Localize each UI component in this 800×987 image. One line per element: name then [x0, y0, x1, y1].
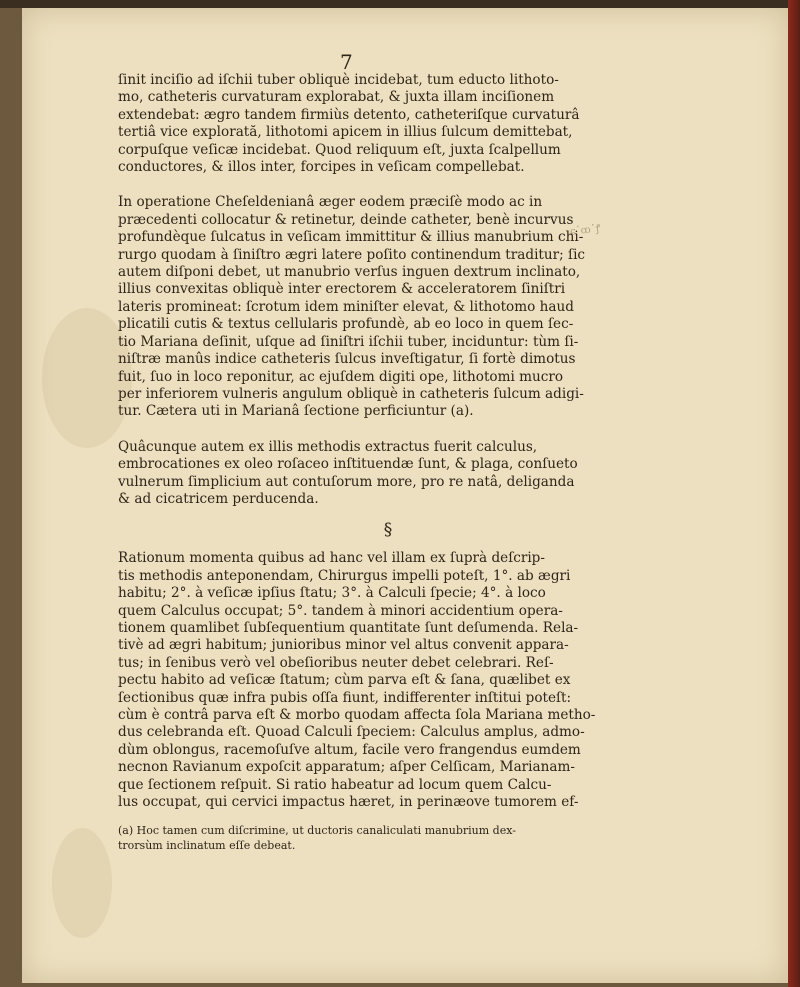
text-line: tur. Cætera uti in Marianâ ſectione perficiuntur (a).	[118, 403, 474, 420]
text-line: profundèque ſulcatus in veſicam immittitur & illius manubrium chi-	[118, 229, 584, 246]
text-line: dùm oblongus, racemoſuſve altum, facile vero frangendus eumdem	[118, 741, 581, 758]
text-line: tio Mariana deſinit, uſque ad ſiniſtri iſchii tuber, inciduntur: tùm ſi-	[118, 333, 579, 350]
section-mark: §	[383, 520, 393, 541]
text-line: fuit, ſuo in loco reponitur, ac ejuſdem digiti ope, lithotomi mucro	[118, 368, 564, 385]
text-line: pectu habito ad veſicæ ſtatum; cùm parva eſt & ſana, quælibet ex	[118, 672, 571, 689]
text-line: autem diſponi debet, ut manubrio verſus inguen dextrum inclinato,	[118, 264, 581, 281]
text-line: lus occupat, qui cervici impactus hæret, in perinæove tumorem ef-	[118, 794, 579, 811]
book-top-edge	[0, 0, 800, 8]
text-line: corpuſque veſicæ incidebat. Quod reliquum eſt, juxta ſcalpellum	[118, 141, 561, 158]
text-line: extendebat: ægro tandem firmiùs detento, catheteriſque curvaturâ	[118, 106, 580, 123]
text-line: illius convexitas obliquè inter erectorem & acceleratorem ſiniſtri	[118, 281, 566, 298]
text-line: necnon Ravianum expoſcit apparatum; aſper Celſicam, Marianam-	[118, 759, 575, 776]
page-number: 7	[340, 50, 353, 74]
text-line: embrocationes ex oleo roſaceo inſtituendæ ſunt, & plaga, conſueto	[118, 456, 578, 473]
book-right-edge	[788, 0, 800, 987]
text-line: In operatione Cheſeldenianâ æger eodem præciſè modo ac in	[118, 194, 543, 211]
text-line: lateris promineat: ſcrotum idem miniſter elevat, & lithotomo haud	[118, 298, 574, 315]
text-line: habitu; 2°. à veſicæ ipſius ſtatu; 3°. à Calculi ſpecie; 4°. à loco	[118, 585, 546, 602]
paragraph	[118, 72, 658, 176]
paragraph	[118, 194, 658, 420]
text-line: Quâcunque autem ex illis methodis extractus fuerit calculus,	[118, 438, 538, 455]
footnote-line: (a) Hoc tamen cum diſcrimine, ut ductoris canaliculati manubrium dex-	[118, 824, 516, 838]
text-line: mo, catheteris curvaturam explorabat, & juxta illam inciſionem	[118, 89, 555, 106]
text-line: quem Calculus occupat; 5°. tandem à minori accidentium opera-	[118, 602, 563, 619]
text-line: conductores, & illos inter, forcipes in veſicam compellebat.	[118, 159, 525, 176]
paragraph	[118, 439, 658, 509]
paragraph	[118, 550, 658, 811]
text-line: ſinit inciſio ad iſchii tuber obliquè incidebat, tum eductо lithoto-	[118, 72, 559, 88]
paper-stain	[52, 828, 112, 938]
text-line: tionem quamlibet ſubſequentium quantitate ſunt deſumenda. Rela-	[118, 619, 579, 636]
text-line: ſectionibus quæ infra pubis oſſa fiunt, indifferenter inſtitui poteſt:	[118, 689, 572, 706]
text-line: cùm è contrâ parva eſt & morbo quodam affecta ſola Mariana metho-	[118, 707, 596, 723]
text-line: tus; in ſenibus verò vel obeſioribus neuter debet celebrari. Reſ-	[118, 654, 554, 671]
text-line: que ſectionem reſpuit. Si ratio habeatur ad locum quem Calcu-	[118, 776, 552, 793]
text-line: dus celebranda eſt. Quoad Calculi ſpeciem: Calculus amplus, admo-	[118, 724, 585, 741]
text-line: rurgo quodam à ſiniſtro ægri latere poſito continendum traditur; ſic	[118, 246, 586, 263]
text-line: tertiâ vice explorată, lithotomi apicem in illius ſulcum demittebat,	[118, 124, 573, 141]
text-line: plicatili cutis & textus cellularis profundè, ab eo loco in quem ſec-	[118, 316, 574, 333]
margin-annotation: ɕ᾽ꝏ᾽ꝭ	[569, 223, 601, 238]
text-line: præcedenti collocatur & retinetur, deinde catheter, benè incurvus	[118, 211, 574, 228]
text-line: niſtræ manûs indice catheteris ſulcus inveſtigatur, ſi fortè dimotus	[118, 351, 576, 368]
text-line: tis methodis anteponendam, Chirurgus impelli poteſt, 1°. ab ægri	[118, 567, 571, 584]
body-text	[118, 72, 658, 853]
text-line: tivè ad ægri habitum; junioribus minor vel altus convenit appara-	[118, 637, 569, 654]
footnote-line: trorsùm inclinatum eſſe debeat.	[118, 839, 296, 853]
text-line: vulnerum ſimplicium aut contuſorum more, pro re natâ, deliganda	[118, 473, 575, 490]
text-line: per inferiorem vulneris angulum obliquè in catheteris ſulcum adigi-	[118, 385, 584, 402]
text-line: Rationum momenta quibus ad hanc vel illam ex ſuprà deſcrip-	[118, 550, 545, 567]
footnote	[118, 823, 658, 853]
text-line: & ad cicatricem perducenda.	[118, 490, 319, 507]
